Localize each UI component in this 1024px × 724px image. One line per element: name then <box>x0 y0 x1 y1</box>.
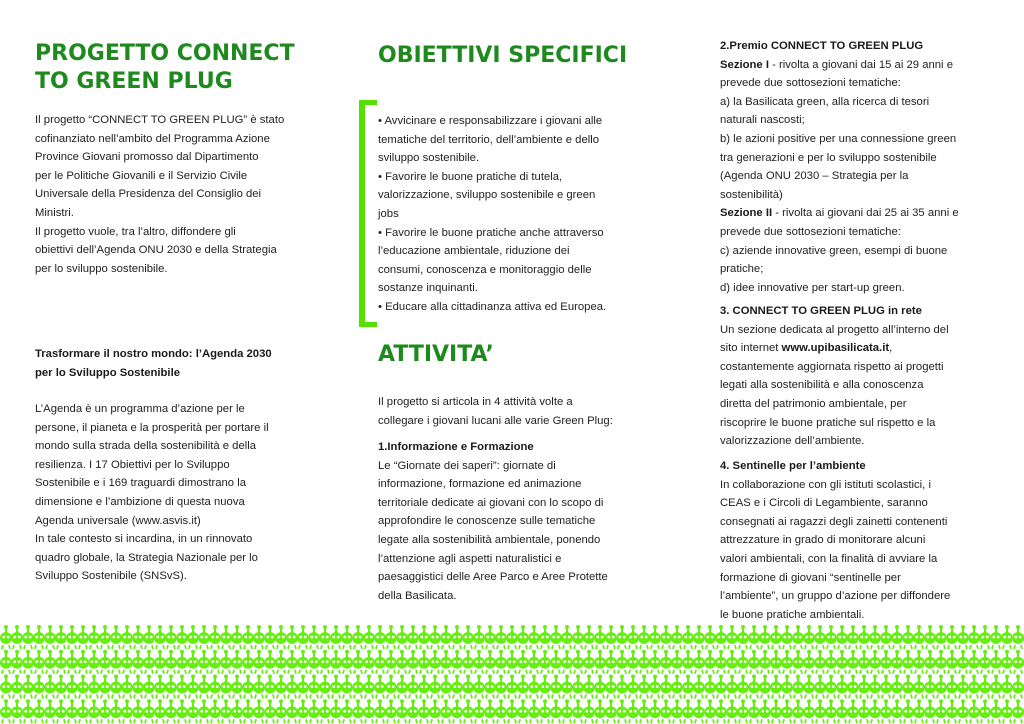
informazione-line: informazione, formazione ed animazione <box>378 478 582 491</box>
attivita-intro-line: Il progetto si articola in 4 attività volte a <box>378 396 573 408</box>
premio-heading: 2.Premio CONNECT TO GREEN PLUG <box>720 40 924 52</box>
website-link[interactable]: www.upibasilicata.it <box>781 342 890 355</box>
sezione-1-label: Sezione I <box>720 58 769 71</box>
sezione-1-line: sostenibilità) <box>720 188 783 201</box>
informazione-line: Le “Giornate dei saperi”: giornate di <box>378 459 556 472</box>
rete-url-prefix: sito internet <box>720 342 782 355</box>
obiettivi-line: valorizzazione, sviluppo sostenibile e green <box>378 189 596 202</box>
informazione-line: approfondire le conoscenze sulle tematiche <box>378 515 596 528</box>
informazione-heading: 1.Informazione e Formazione <box>378 441 534 453</box>
obiettivi-line: sviluppo sostenibile. <box>378 152 480 165</box>
agenda-heading-line1: Trasformare il nostro mondo: l’Agenda 2030 <box>35 348 272 360</box>
sezione-1-first-line <box>720 56 1000 75</box>
informazione-line: territoriale dedicate ai giovani con lo scopo di <box>378 496 604 509</box>
intro-line: Universale della Presidenza del Consiglio dei <box>35 188 262 201</box>
obiettivi-line: • Avvicinare e responsabilizzare i giovani alle <box>378 115 603 127</box>
rete-url-line <box>720 339 1000 358</box>
intro-line: Ministri. <box>35 206 74 219</box>
sezione-1-line: tra generazioni e per lo sviluppo sostenibile <box>720 151 937 164</box>
rete-line: costantemente aggiornata rispetto ai progetti <box>720 360 944 373</box>
agenda-line: Sostenibile e i 169 traguardi dimostrano la <box>35 477 247 490</box>
obiettivi-line: jobs <box>378 207 399 220</box>
green-plug-mascot-icon <box>0 625 1024 724</box>
intro-line: obiettivi dell’Agenda ONU 2030 e della Strategia <box>35 244 277 257</box>
obiettivi-line: • Educare alla cittadinanza attiva ed Europea. <box>378 300 607 313</box>
sezione-2-line: prevede due sottosezioni tematiche: <box>720 225 901 238</box>
rete-line: legati alla sostenibilità e alla conoscenza <box>720 379 924 392</box>
intro-line: Il progetto “CONNECT TO GREEN PLUG” è stato <box>35 114 285 126</box>
attivita-heading: ATTIVITA’ <box>378 342 494 367</box>
agenda-line: In tale contesto si incardina, in un rinnovato <box>35 533 253 546</box>
sezione-2-first-line <box>720 204 1000 223</box>
page-title-line2: TO GREEN PLUG <box>35 69 233 94</box>
sentinelle-line: valori ambientali, con la finalità di avviare la <box>720 552 938 565</box>
sentinelle-section <box>720 457 1000 624</box>
obiettivi-line: l’educazione ambientale, riduzione dei <box>378 245 570 258</box>
agenda-line: mondo sulla strada della sostenibilità e della <box>35 440 257 453</box>
rete-url-suffix: , <box>889 342 893 355</box>
agenda-heading <box>35 345 325 382</box>
sezione-2-line: pratiche; <box>720 263 764 276</box>
green-bracket-icon <box>359 100 379 327</box>
sentinelle-line: In collaborazione con gli istituti scolastici, i <box>720 478 931 491</box>
sentinelle-line: l’ambiente”, un gruppo d’azione per diffondere <box>720 590 951 603</box>
green-plug-pattern <box>0 625 1024 724</box>
intro-line: Province Giovani promosso dal Dipartimento <box>35 151 259 164</box>
informazione-line: l’attenzione agli aspetti naturalistici e <box>378 552 562 565</box>
informazione-line: paesaggistici delle Aree Parco e Aree Protette <box>378 571 608 584</box>
rete-heading: 3. CONNECT TO GREEN PLUG in rete <box>720 305 922 317</box>
page-title <box>35 40 295 96</box>
sezione-1-line: naturali nascosti; <box>720 114 805 127</box>
sentinelle-heading: 4. Sentinelle per l’ambiente <box>720 460 866 472</box>
agenda-line: quadro globale, la Strategia Nazionale per lo <box>35 551 258 564</box>
sentinelle-line: formazione di giovani “sentinelle per <box>720 571 901 584</box>
sentinelle-line: attrezzature in grado di monitorare alcuni <box>720 534 926 547</box>
obiettivi-list <box>378 112 658 317</box>
sentinelle-line: consegnati ai ragazzi degli zainetti contenenti <box>720 515 948 528</box>
informazione-line: legate alla sostenibilità ambientale, ponendo <box>378 533 601 546</box>
intro-paragraph <box>35 111 325 278</box>
informazione-line: della Basilicata. <box>378 589 457 602</box>
agenda-line: persone, il pianeta e la prosperità per portare il <box>35 421 269 434</box>
agenda-line: dimensione e l’ambizione di questa nuova <box>35 495 245 508</box>
agenda-line: Agenda universale (www.asvis.it) <box>35 514 201 527</box>
obiettivi-line: sostanze inquinanti. <box>378 282 478 295</box>
sezione-1-text: - rivolta a giovani dai 15 ai 29 anni e <box>768 58 953 71</box>
sezione-1-line: a) la Basilicata green, alla ricerca di tesori <box>720 95 930 108</box>
rete-line: diretta del patrimonio ambientale, per <box>720 397 907 410</box>
sezione-2-line: c) aziende innovative green, esempi di buone <box>720 244 948 257</box>
rete-line: valorizzazione dell’ambiente. <box>720 435 865 448</box>
obiettivi-line: tematiche del territorio, dell’ambiente e dello <box>378 133 600 146</box>
page-title-line1: PROGETTO CONNECT <box>35 41 295 66</box>
intro-line: per le Politiche Giovanili e il Servizio Civile <box>35 169 248 182</box>
sezione-1-line: b) le azioni positive per una connessione green <box>720 132 957 145</box>
intro-line: per lo sviluppo sostenibile. <box>35 262 168 275</box>
agenda-line: L’Agenda è un programma d’azione per le <box>35 403 245 415</box>
sezione-1-line: (Agenda ONU 2030 – Strategia per la <box>720 170 909 183</box>
informazione-section <box>378 438 658 605</box>
premio-section <box>720 37 1000 297</box>
sentinelle-line: CEAS e i Circoli di Legambiente, saranno <box>720 497 928 510</box>
agenda-line: Sviluppo Sostenibile (SNSvS). <box>35 570 187 583</box>
sezione-2-label: Sezione II <box>720 207 773 220</box>
rete-section <box>720 302 1000 451</box>
sezione-1-line: prevede due sottosezioni tematiche: <box>720 77 901 90</box>
intro-line: Il progetto vuole, tra l’altro, diffondere gli <box>35 225 236 238</box>
intro-line: cofinanziato nell’ambito del Programma Azione <box>35 132 270 145</box>
obiettivi-line: consumi, conoscenza e monitoraggio delle <box>378 263 592 276</box>
obiettivi-line: • Favorire le buone pratiche di tutela, <box>378 170 563 183</box>
agenda-paragraph <box>35 400 325 586</box>
agenda-heading-line2: per lo Sviluppo Sostenibile <box>35 366 180 379</box>
agenda-line: resilienza. I 17 Obiettivi per lo Sviluppo <box>35 458 230 471</box>
obiettivi-line: • Favorire le buone pratiche anche attraverso <box>378 226 604 239</box>
attivita-intro-line: collegare i giovani lucani alle varie Green Plug: <box>378 414 613 427</box>
attivita-intro <box>378 393 658 430</box>
sezione-2-line: d) idee innovative per start-up green. <box>720 281 905 294</box>
sezione-2-text: - rivolta ai giovani dai 25 ai 35 anni e <box>772 207 959 220</box>
rete-line: riscoprire le buone pratiche sul rispetto e la <box>720 416 936 429</box>
obiettivi-heading: OBIETTIVI SPECIFICI <box>378 43 628 68</box>
rete-line: Un sezione dedicata al progetto all’interno del <box>720 323 949 336</box>
sentinelle-line: le buone pratiche ambientali. <box>720 608 865 621</box>
